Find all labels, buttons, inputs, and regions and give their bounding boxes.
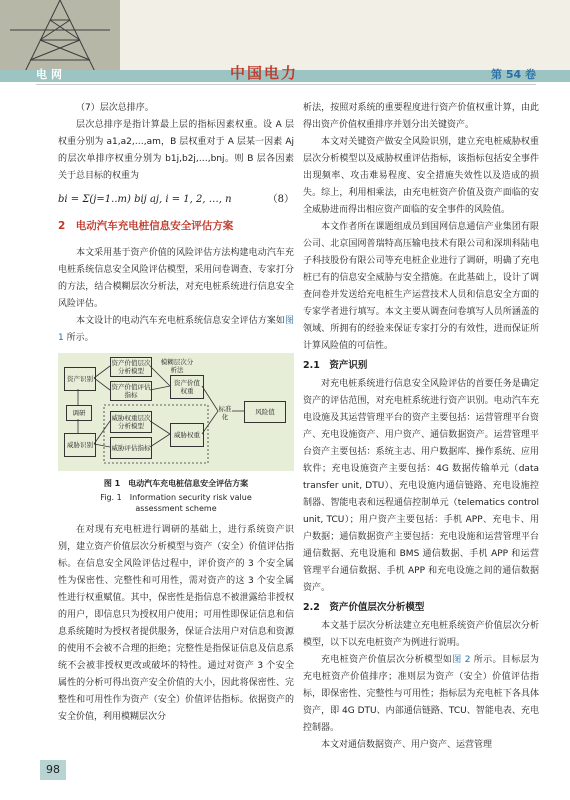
box-threat-identify: 威胁识别 bbox=[64, 433, 96, 457]
box-threat-model: 威胁权重层次分析模型 bbox=[110, 411, 152, 433]
volume-label: 第 54 卷 bbox=[491, 68, 536, 81]
equation-number: （8） bbox=[267, 194, 294, 205]
paragraph: 本文基于层次分析法建立充电桩系统资产价值层次分析模型，以下以充电桩资产为例进行说明。 bbox=[303, 621, 539, 648]
box-risk-value: 风险值 bbox=[244, 401, 286, 423]
box-standardize: 标准化 bbox=[218, 393, 232, 433]
paragraph: 本文作者所在课题组成员到国网信息通信产业集团有限公司、北京国网普瑞特高压输电技术有限公司和深圳科陆电子科技股份有限公司等充电桩企业进行了调研，明确了充电桩已有的信息安全威胁与安全措施。在此基础上，设计了调查问卷并发送给充电桩生产运营技术人员和信息安全方面的专家学者进行填写。本文主要从调查问卷填写人员所涵盖的领域、所拥有的经验来保证专家打分的有效性，进而保证所计算风险值的可信性。 bbox=[303, 222, 539, 351]
box-asset-index: 资产价值评估指标 bbox=[111, 383, 151, 399]
box-survey: 调研 bbox=[66, 405, 92, 421]
figure-caption-en-2: assessment scheme bbox=[135, 504, 217, 513]
page-header bbox=[0, 0, 570, 82]
box-fuzzy-label: 模糊层次分析法 bbox=[160, 358, 194, 374]
equation-8 bbox=[58, 191, 294, 208]
box-threat-weight: 威胁权重 bbox=[170, 423, 204, 447]
paragraph: 对充电桩系统进行信息安全风险评估的首要任务是确定资产的评估范围，对充电桩系统进行资产识别。电动汽车充电设施及其运营管理平台的资产主要包括：运营管理平台资产、充电设施资产、用户资产、通信数据资产。运营管理平台资产主要包括：系统主志、用户数据库、操作系统、应用软件；充电设施资产主要包括：4G 数据传输单元（data transfer unit, DTU）、充电设施内通信链路、充电设施控制器、智能电表和远程通信控制单元（telematics control unit, TCU）；用户资产主要包括：手机 APP、充电卡、用户数据；通信数据资产主要包括：充电设施和运营管理平台通信数据、充电设施和 BMS 通信数据、手机 APP 和运营管理平台通信数据、手机 APP 和充电设施之间的通信数据资产。 bbox=[303, 379, 539, 593]
figure-caption-en-1: Fig. 1 Information security risk value bbox=[100, 493, 252, 502]
subsection-heading: 2.1 资产识别 bbox=[303, 360, 368, 371]
paragraph: 层次总排序是指计算最上层的指标因素权重。设 A 层权重分别为 a1,a2,…,am，B 层权重对于 A 层某一因素 Aj 的层次单排序权重分别为 b1j,b2j,…,bnj。则 B 层各因素关于总目标的权重为 bbox=[58, 120, 294, 181]
box-asset-weight: 资产价值权重 bbox=[170, 375, 204, 399]
paragraph: 本文采用基于资产价值的风险评估方法构建电动汽车充电桩系统信息安全风险评估模型，采用问卷调查、专家打分的方法，结合模糊层次分析法，对充电桩系统进行信息安全风险评估。 bbox=[58, 248, 294, 309]
page-number: 98 bbox=[40, 760, 66, 780]
figure-1-diagram bbox=[58, 353, 294, 471]
paragraph: 充电桩资产价值层次分析模型如图 2 所示。目标层为充电桩资产价值排序；准则层为资产（安全）价值评估指标，即保密性、完整性与可用性；指标层为充电桩下各具体资产，即 4G DTU、内部通信链路、TCU、智能电表、充电控制器。 bbox=[303, 655, 539, 733]
header-divider bbox=[36, 84, 536, 85]
subsection-heading: 2.2 资产价值层次分析模型 bbox=[303, 602, 425, 613]
section-heading: 2 电动汽车充电桩信息安全评估方案 bbox=[58, 220, 234, 232]
figure-link[interactable]: 图 1 bbox=[58, 316, 294, 343]
paragraph: 本文对关键资产做安全风险识别，建立充电桩威胁权重层次分析模型以及威胁权重评估指标，该指标包括安全事件出现频率、攻击难易程度、安全措施失效性以及造成的损失。综上，利用相乘法，由充电桩资产价值及资产面临的安全威胁进而得出相应资产面临的安全事件的风险值。 bbox=[303, 137, 539, 215]
box-asset-identify: 资产识别 bbox=[64, 367, 96, 391]
left-column bbox=[58, 100, 294, 726]
equation-body: bi = Σ(j=1..m) bij aj, i = 1, 2, …, n bbox=[58, 194, 232, 205]
diagram-connectors bbox=[58, 353, 294, 471]
box-asset-model: 资产价值层次分析模型 bbox=[111, 359, 151, 375]
figure-caption-zh: 图 1 电动汽车充电桩信息安全评估方案 bbox=[103, 479, 249, 488]
box-threat-eval-index: 威胁评估指标 bbox=[110, 437, 152, 459]
paragraph: 析法，按照对系统的重要程度进行资产价值权重计算，由此得出资产价值权重排序并划分出关键资产。 bbox=[303, 103, 539, 130]
section-name: 电网 bbox=[36, 68, 66, 81]
journal-title: 中国电力 bbox=[230, 64, 299, 82]
figure-link[interactable]: 图 2 bbox=[452, 655, 471, 665]
paragraph: 在对现有充电桩进行调研的基础上，进行系统资产识别，建立资产价值层次分析模型与资产（安全）价值评估指标。在信息安全风险评估过程中，评价资产的 3 个安全属性为保密性、完整性和可用性，需对资产的这 3 个安全属性进行权重赋值。其中，保密性是指信息不被泄露给非授权的用户，即信息只为授权用户使用；可用性即保证信息和信息系统随时为授权者提供服务，保证合法用户对信息和资源的使用不会被不合理的拒绝；完整性是指保证信息及信息系统不会被非授权更改或破坏的特性。通过对资产 3 个安全属性的分析可得出资产安全价值的大小，因此将保密性、完整性和可用性作为资产（安全）价值评估指标。依据资产的安全价值，利用模糊层次分 bbox=[58, 525, 294, 722]
right-column bbox=[303, 100, 539, 754]
paragraph: 本文设计的电动汽车充电桩系统信息安全评估方案如图 1 所示。 bbox=[58, 316, 294, 343]
step-heading: （7）层次总排序。 bbox=[76, 103, 154, 113]
paragraph: 本文对通信数据资产、用户资产、运营管理 bbox=[321, 740, 493, 750]
